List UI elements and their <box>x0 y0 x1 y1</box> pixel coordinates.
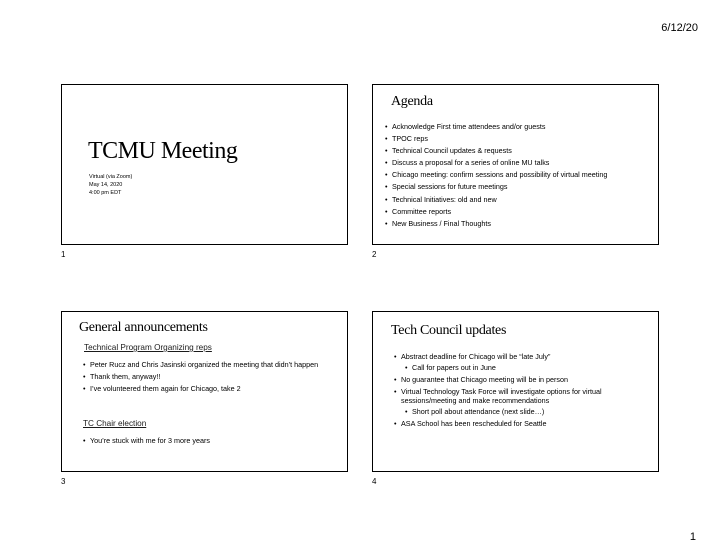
section-heading: Technical Program Organizing reps <box>84 343 212 352</box>
agenda-item: • New Business / Final Thoughts <box>392 219 607 228</box>
section-heading: TC Chair election <box>83 419 147 428</box>
bullet-item: • I’ve volunteered them again for Chicago, take 2 <box>90 384 320 393</box>
bullet-item: • Peter Rucz and Chris Jasinski organized the meeting that didn’t happen <box>90 360 320 369</box>
bullet-item: • No guarantee that Chicago meeting will be in person <box>401 375 641 384</box>
agenda-item: • Technical Council updates & requests <box>392 146 607 155</box>
slide-number: 2 <box>372 250 377 259</box>
slide-4[interactable] <box>372 311 659 472</box>
subtitle-line: Virtual (via Zoom) <box>89 174 133 180</box>
subtitle-line: 4:00 pm EDT <box>89 190 122 196</box>
bullet-item: • Thank them, anyway!! <box>90 372 320 381</box>
slide-2[interactable] <box>372 84 659 245</box>
subtitle-line: May 14, 2020 <box>89 182 123 188</box>
slide-3[interactable] <box>61 311 348 472</box>
slide-title: Agenda <box>391 94 433 109</box>
bullet-item: • Abstract deadline for Chicago will be “late July” <box>401 352 641 361</box>
agenda-item: • Technical Initiatives: old and new <box>392 195 607 204</box>
slide-title: General announcements <box>79 320 208 335</box>
bullet-item: • Virtual Technology Task Force will investigate options for virtual sessions/meeting and make recommendations <box>401 387 641 405</box>
slide-number: 1 <box>61 250 66 259</box>
page-number: 1 <box>689 531 696 543</box>
bullet-item: • ASA School has been rescheduled for Seattle <box>401 419 641 428</box>
sub-bullet-item: • Call for papers out in June <box>412 363 641 372</box>
slide-number: 4 <box>372 477 377 486</box>
bullet-item: • You’re stuck with me for 3 more years <box>90 436 210 445</box>
slide-number: 3 <box>61 477 66 486</box>
agenda-item: • Discuss a proposal for a series of online MU talks <box>392 158 607 167</box>
slide-1[interactable] <box>61 84 348 245</box>
agenda-item: • Special sessions for future meetings <box>392 182 607 191</box>
sub-bullet-item: • Short poll about attendance (next slide…) <box>412 407 641 416</box>
agenda-item: • TPOC reps <box>392 134 607 143</box>
agenda-item: • Chicago meeting: confirm sessions and possibility of virtual meeting <box>392 170 607 179</box>
agenda-item: • Acknowledge First time attendees and/or guests <box>392 122 607 131</box>
slide-title: TCMU Meeting <box>88 138 238 164</box>
agenda-item: • Committee reports <box>392 207 607 216</box>
slide-title: Tech Council updates <box>391 323 507 338</box>
page-date: 6/12/20 <box>661 22 698 34</box>
